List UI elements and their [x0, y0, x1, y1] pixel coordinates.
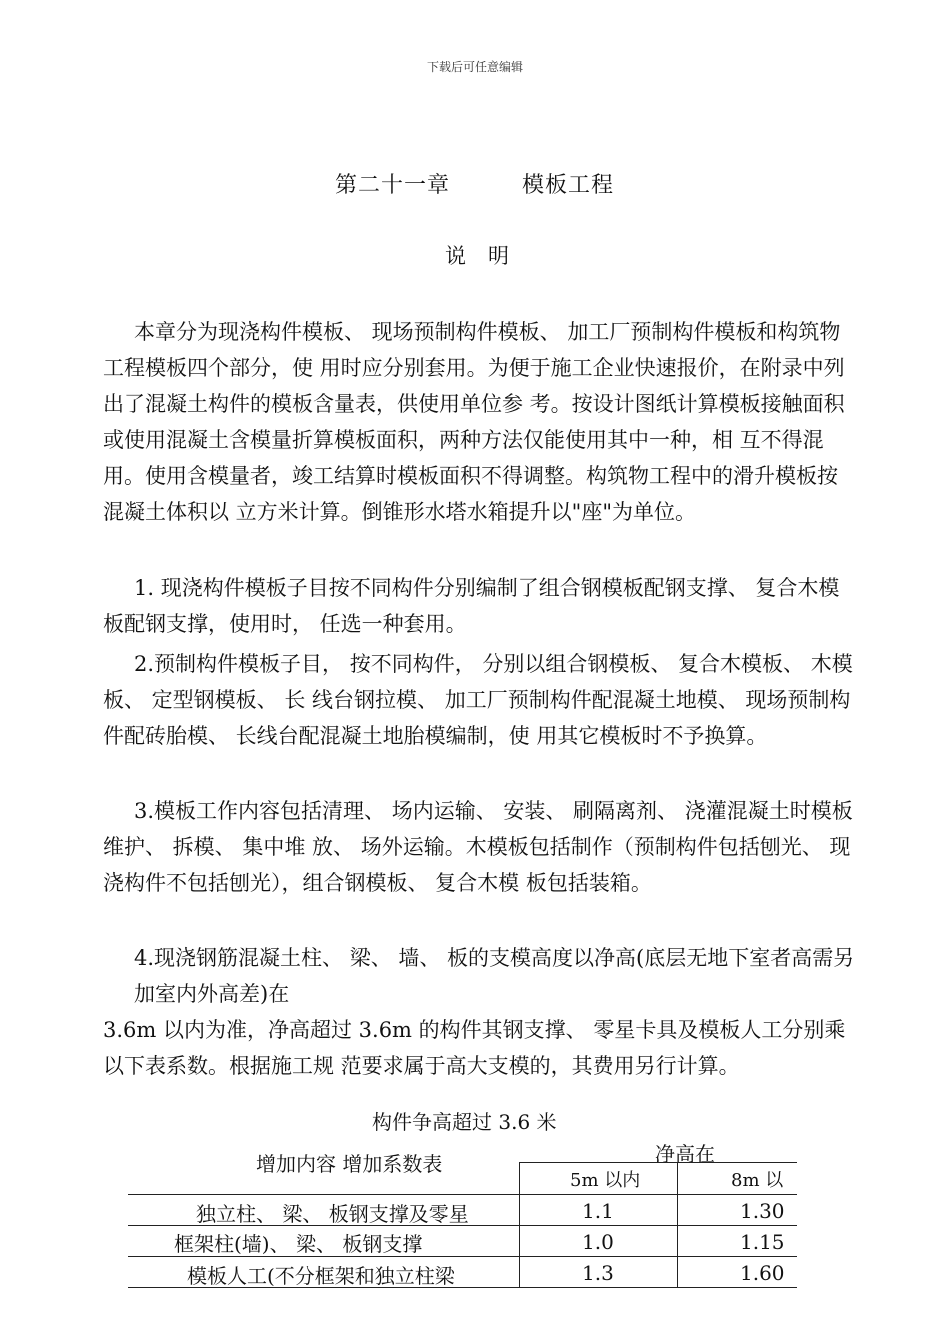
item-2-paragraph: 2.预制构件模板子目， 按不同构件， 分别以组合钢模板、 复合木模板、 木模板、 定型钢模板、 长 线台钢拉模、 加工厂预制构件配混凝土地模、 现场预制构件配砖胎模、 长线台配混凝土地胎模编制，使 用其它模板时不予换算。 — [103, 652, 853, 748]
row-2-value-8m: 1.15 — [740, 1230, 785, 1254]
section-title: 说明 — [445, 244, 531, 268]
table-column-divider — [519, 1162, 520, 1287]
item-4-continuation: 3.6m 以内为准，净高超过 3.6m 的构件其钢支撑、 零星卡具及模板人工分别乘以下表系数。根据施工规 范要求属于高大支模的，其费用另行计算。 — [103, 1018, 846, 1078]
row-1-value-8m: 1.30 — [740, 1199, 785, 1223]
table-header-height: 净高在 — [655, 1142, 715, 1166]
row-2-label: 框架柱(墙)、 梁、 板钢支撑 — [174, 1232, 423, 1256]
sub-header-8m: 8m 以 — [731, 1170, 784, 1191]
table-column-divider — [677, 1162, 678, 1287]
row-3-label: 模板人工(不分框架和独立柱梁 — [187, 1264, 455, 1288]
row-2-value-5m: 1.0 — [582, 1230, 614, 1254]
row-1-label: 独立柱、 梁、 板钢支撑及零星 — [196, 1202, 469, 1226]
intro-paragraph: 本章分为现浇构件模板、 现场预制构件模板、 加工厂预制构件模板和构筑物工程模板四个部分，使 用时应分别套用。为便于施工企业快速报价，在附录中列出了混凝土构件的模板含量表，供使用单位参 考。按设计图纸计算模板接触面积或使用混凝土含模量折算模板面积，两种方法仅能使用其中一种，相 互不得混用。使用含模量者，竣工结算时模板面积不得调整。构筑物工程中的滑升模板按混凝土体积以 立方米计算。倒锥形水塔水箱提升以"座"为单位。 — [103, 320, 845, 524]
row-3-value-5m: 1.3 — [582, 1261, 614, 1285]
table-rule — [128, 1194, 797, 1195]
table-header-content: 增加内容 增加系数表 — [256, 1152, 443, 1176]
header-note: 下载后可任意编辑 — [426, 60, 523, 74]
row-3-value-8m: 1.60 — [740, 1261, 785, 1285]
item-4-paragraph: 4.现浇钢筋混凝土柱、 梁、 墙、 板的支模高度以净高(底层无地下室者高需另加室内外高差)在 — [134, 946, 855, 1006]
table-caption: 构件争高超过 3.6 米 — [372, 1110, 557, 1134]
sub-header-5m: 5m 以内 — [570, 1170, 641, 1191]
chapter-title: 第二十一章 模板工程 — [335, 173, 614, 198]
item-3-paragraph: 3.模板工作内容包括清理、 场内运输、 安装、 刷隔离剂、 浇灌混凝土时模板维护、 拆模、 集中堆 放、 场外运输。木模板包括制作（预制构件包括刨光、 现浇构件不包括刨光），组合钢模板、 复合木模 板包括装箱。 — [103, 799, 853, 895]
item-1-paragraph: 1. 现浇构件模板子目按不同构件分别编制了组合钢模板配钢支撑、 复合木模板配钢支撑，使用时， 任选一种套用。 — [103, 576, 840, 636]
table-rule — [519, 1162, 797, 1163]
row-1-value-5m: 1.1 — [582, 1199, 614, 1223]
